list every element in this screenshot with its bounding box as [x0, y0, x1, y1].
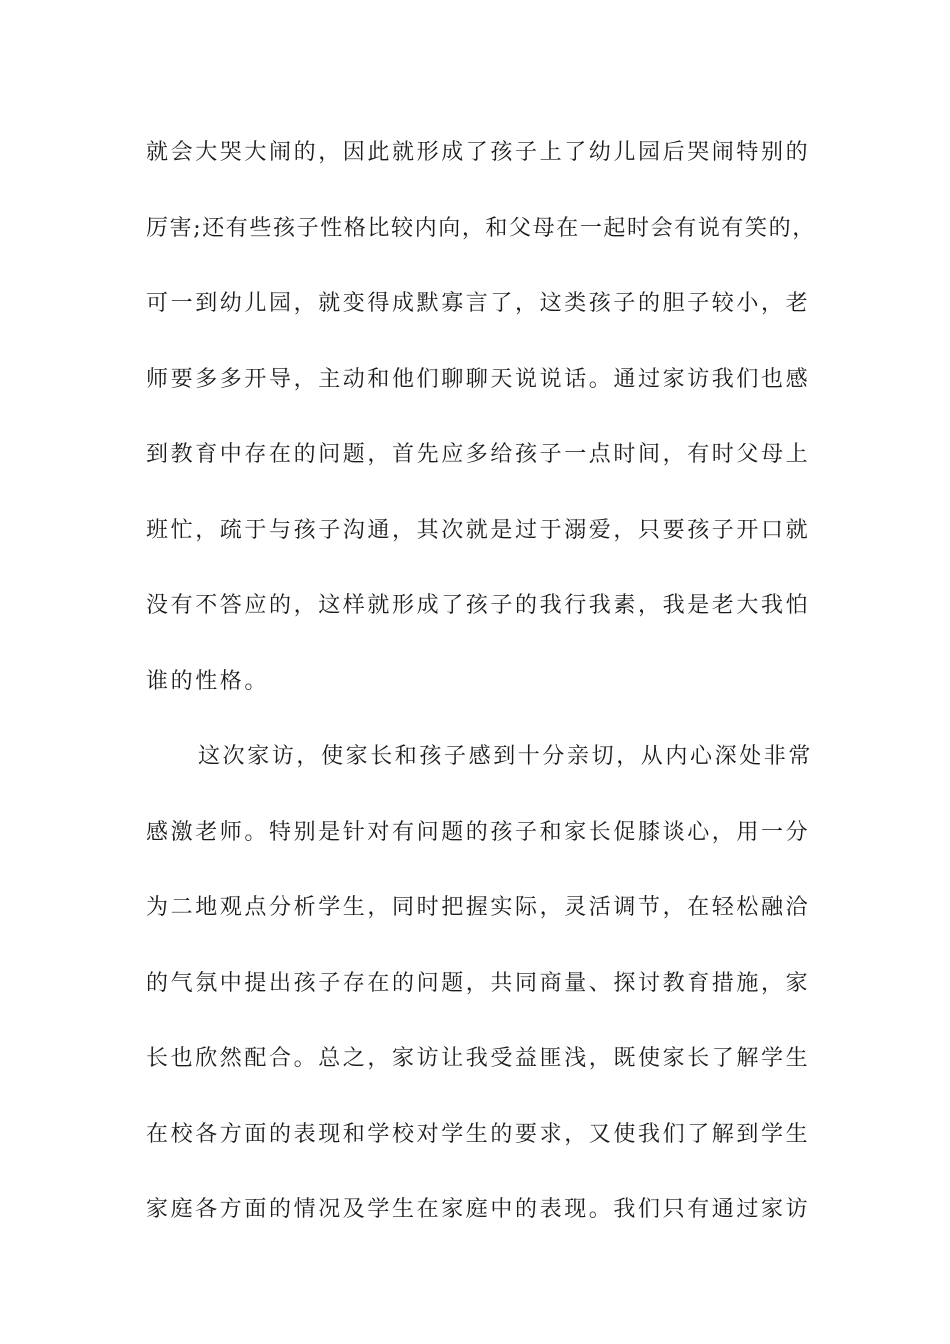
- body-text: [146, 131, 816, 1264]
- text-line: 家庭各方面的情况及学生在家庭中的表现。我们只有通过家访: [146, 1197, 811, 1222]
- paragraph-2: [146, 735, 816, 1264]
- text-line: 到教育中存在的问题，首先应多给孩子一点时间，有时父母上: [146, 442, 811, 467]
- text-line: 在校各方面的表现和学校对学生的要求，又使我们了解到学生: [146, 1121, 811, 1147]
- text-line: 为二地观点分析学生，同时把握实际，灵活调节，在轻松融洽: [146, 895, 811, 920]
- text-line: 师要多多开导，主动和他们聊聊天说说话。通过家访我们也感: [146, 366, 811, 392]
- text-line: 感激老师。特别是针对有问题的孩子和家长促膝谈心，用一分: [146, 819, 811, 845]
- text-line: 谁的性格。: [146, 668, 270, 694]
- text-line: 没有不答应的，这样就形成了孩子的我行我素，我是老大我怕: [146, 593, 811, 618]
- text-line: 可一到幼儿园，就变得成默寡言了，这类孩子的胆子较小，老: [146, 291, 811, 316]
- text-line: 厉害;还有些孩子性格比较内向，和父母在一起时会有说有笑的，: [146, 215, 816, 241]
- text-line: 的气氛中提出孩子存在的问题，共同商量、探讨教育措施，家: [146, 970, 811, 996]
- text-line: 长也欣然配合。总之，家访让我受益匪浅，既使家长了解学生: [146, 1046, 811, 1071]
- text-line: 班忙，疏于与孩子沟通，其次就是过于溺爱，只要孩子开口就: [146, 517, 811, 543]
- text-line: 这次家访，使家长和孩子感到十分亲切，从内心深处非常: [198, 744, 814, 769]
- text-line: 就会大哭大闹的，因此就形成了孩子上了幼儿园后哭闹特别的: [146, 140, 811, 165]
- paragraph-1: [146, 131, 816, 735]
